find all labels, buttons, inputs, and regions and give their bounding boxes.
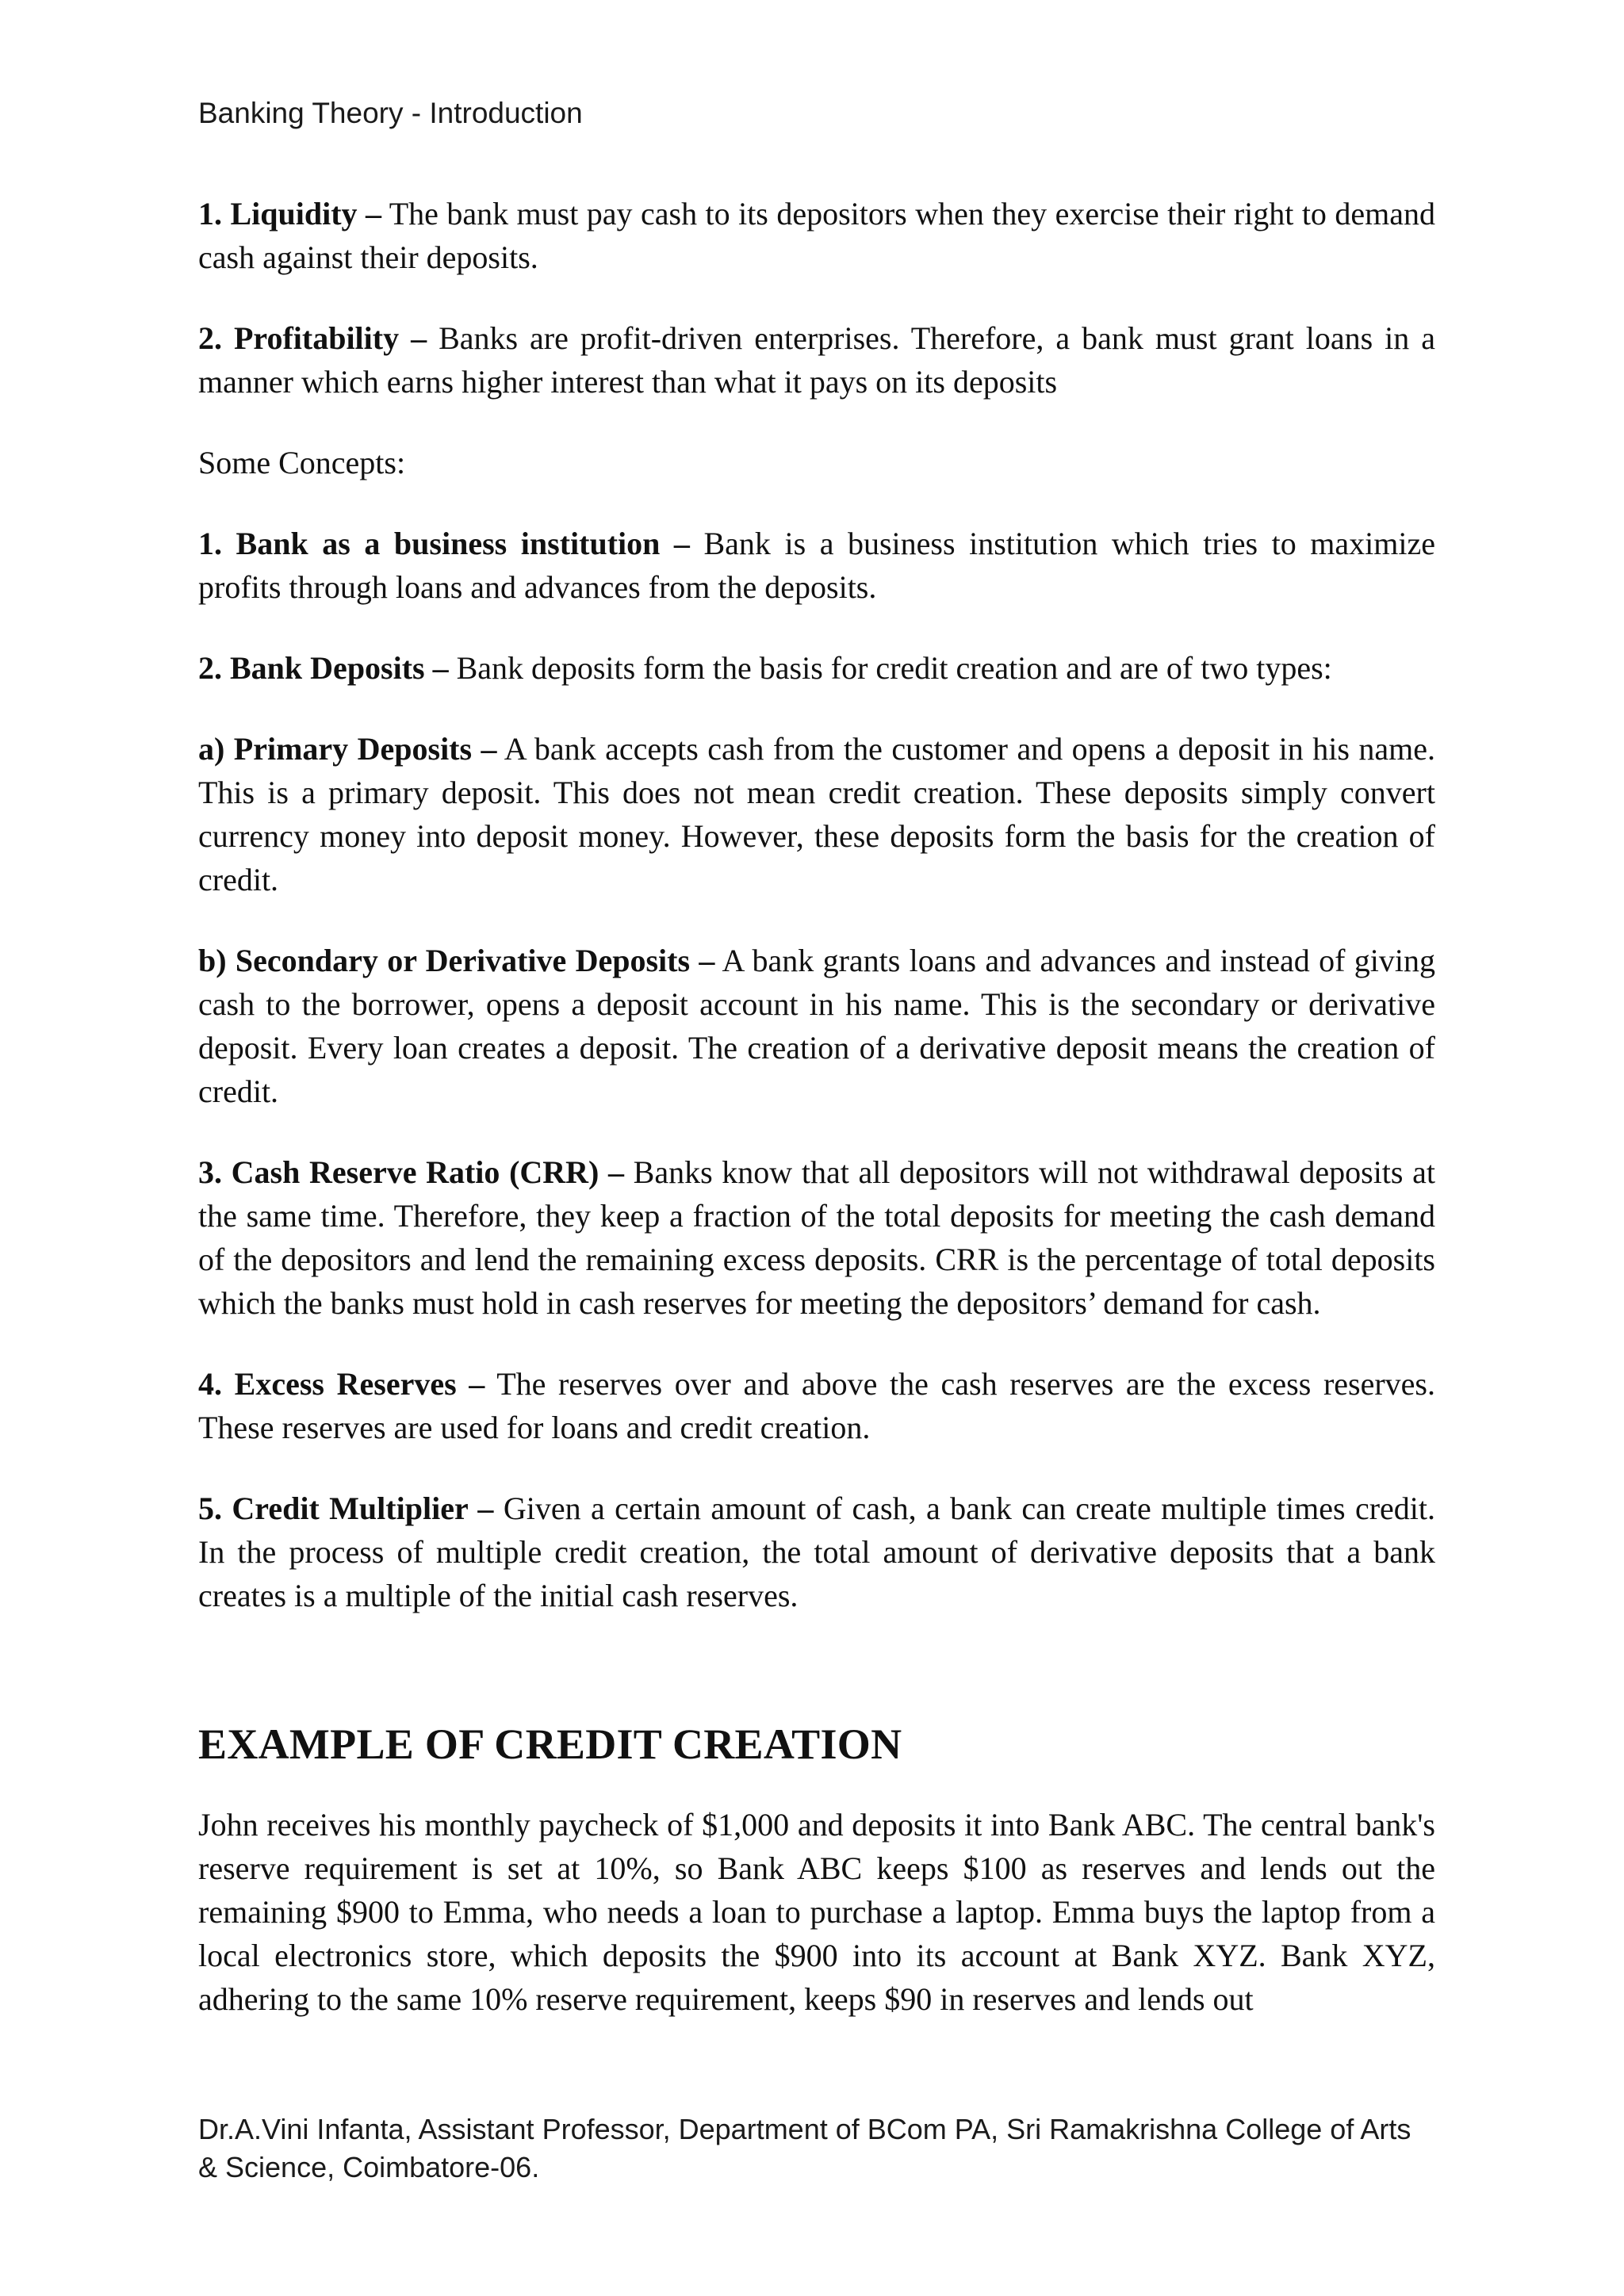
term-label: 2. Profitability – — [198, 320, 427, 356]
paragraph-text: Some Concepts: — [198, 445, 406, 480]
term-label: 4. Excess Reserves – — [198, 1366, 485, 1402]
page-header: Banking Theory - Introduction — [198, 97, 583, 129]
example-paragraph: John receives his monthly paycheck of $1,000 and deposits it into Bank ABC. The central bank's reserve requirement is set at 10%, so Bank ABC keeps $100 as reserves and lends out the remaining $900 to Emma, who needs a loan to purchase a laptop. Emma buys the laptop from a local electronics store, which deposits the $900 into its account at Bank XYZ. Bank XYZ, adhering to the same 10% reserve requirement, keeps $90 in reserves and lends out — [198, 1807, 1435, 2017]
paragraph-primary-deposits — [198, 727, 1435, 901]
page-footer: Dr.A.Vini Infanta, Assistant Professor, Department of BCom PA, Sri Ramakrishna College of Arts & Science, Coimbatore-06. — [198, 2113, 1411, 2183]
term-label: b) Secondary or Derivative Deposits – — [198, 943, 715, 978]
paragraph-some-concepts — [198, 441, 1435, 484]
paragraph-text: A bank accepts cash from the customer and opens a deposit in his name. This is a primary deposit. This does not mean credit creation. These deposits simply convert currency money into deposit money. However, these deposits form the basis for the creation of credit. — [198, 731, 1435, 897]
paragraph-liquidity — [198, 192, 1435, 279]
paragraph-text: A bank grants loans and advances and instead of giving cash to the borrower, opens a deposit account in his name. This is the secondary or derivative deposit. Every loan creates a deposit. The creation of a derivative deposit means the creation of credit. — [198, 943, 1436, 1109]
paragraph-business-institution — [198, 522, 1435, 609]
term-label: 1. Bank as a business institution – — [198, 526, 690, 561]
paragraph-credit-multiplier — [198, 1487, 1435, 1617]
paragraph-secondary-deposits — [198, 939, 1435, 1113]
term-label: 3. Cash Reserve Ratio (CRR) – — [198, 1154, 625, 1190]
paragraph-excess-reserves — [198, 1362, 1435, 1449]
term-label: 1. Liquidity – — [198, 196, 381, 232]
paragraph-text: Bank is a business institution which tries to maximize profits through loans and advances from the deposits. — [198, 526, 1435, 605]
term-label: 2. Bank Deposits – — [198, 650, 449, 686]
document-body — [198, 192, 1435, 2021]
paragraph-profitability — [198, 316, 1435, 404]
paragraph-text: Given a certain amount of cash, a bank can create multiple times credit. In the process of multiple credit creation, the total amount of derivative deposits that a bank creates is a multiple of the initial cash reserves. — [198, 1490, 1435, 1613]
example-heading: EXAMPLE OF CREDIT CREATION — [198, 1720, 902, 1768]
paragraph-text: The bank must pay cash to its depositors when they exercise their right to demand cash against their deposits. — [198, 196, 1435, 275]
paragraph-text: The reserves over and above the cash reserves are the excess reserves. These reserves are used for loans and credit creation. — [198, 1366, 1435, 1445]
paragraph-text: Bank deposits form the basis for credit creation and are of two types: — [448, 650, 1332, 686]
paragraph-bank-deposits — [198, 646, 1435, 690]
term-label: 5. Credit Multiplier – — [198, 1490, 494, 1526]
term-label: a) Primary Deposits – — [198, 731, 497, 767]
paragraph-text: Banks know that all depositors will not withdrawal deposits at the same time. Therefore, they keep a fraction of the total deposits for meeting the cash demand of the depositors and lend the remaining excess deposits. CRR is the percentage of total deposits which the banks must hold in cash reserves for meeting the depositors’ demand for cash. — [198, 1154, 1435, 1321]
paragraph-crr — [198, 1150, 1435, 1325]
paragraph-text: Banks are profit-driven enterprises. Therefore, a bank must grant loans in a manner which earns higher interest than what it pays on its deposits — [198, 320, 1436, 400]
